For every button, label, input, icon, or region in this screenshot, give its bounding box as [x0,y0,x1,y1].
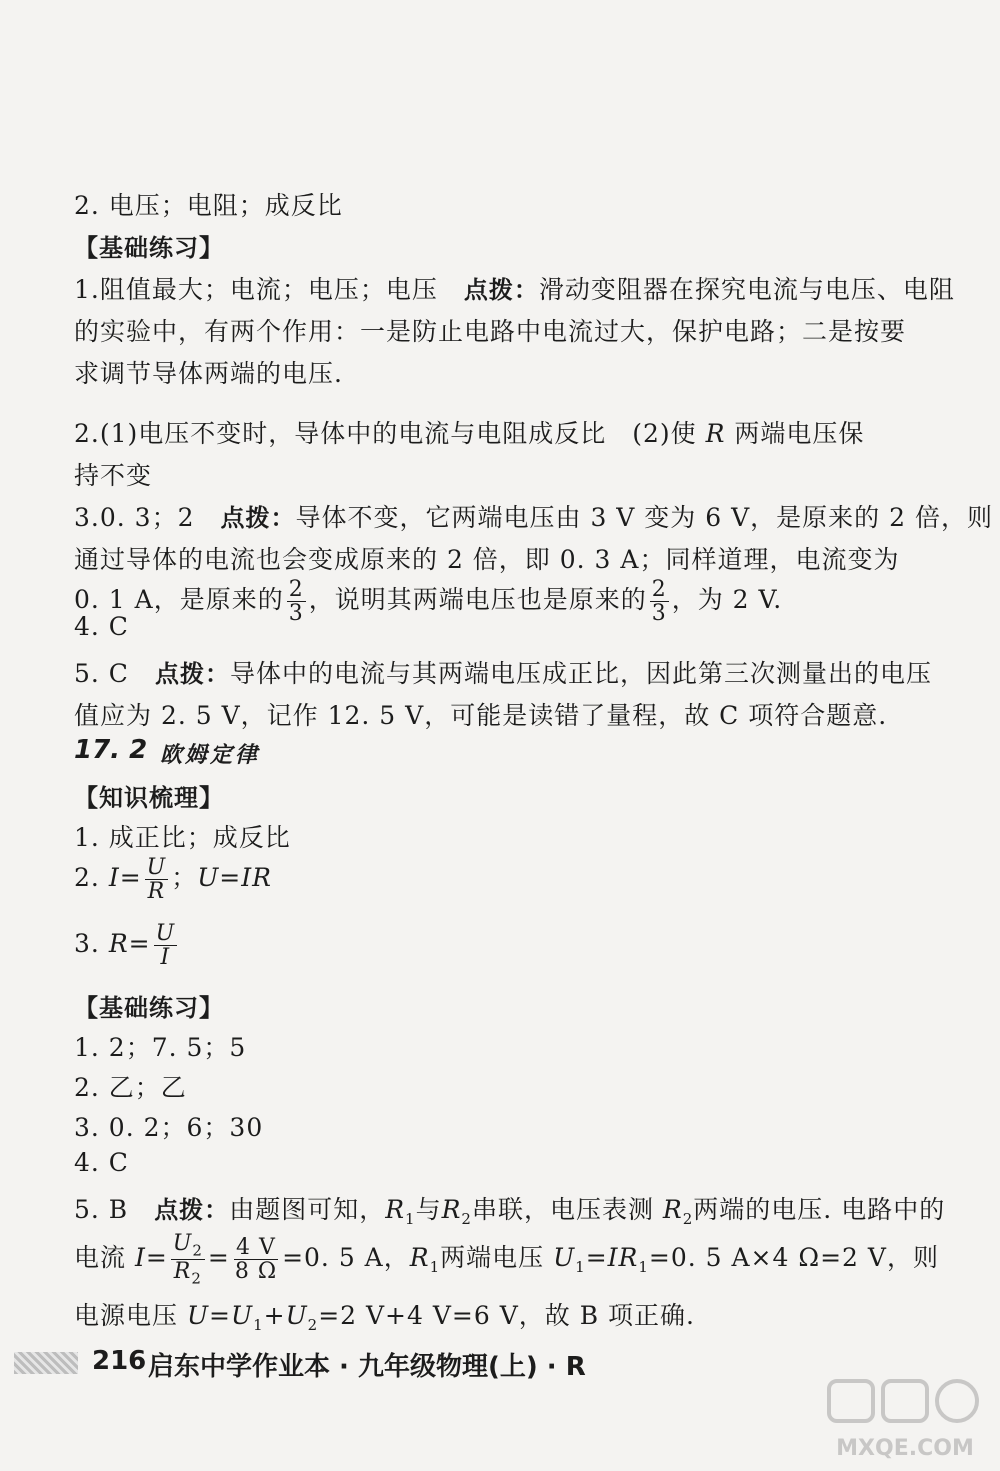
hint-label: 点拨： [463,276,539,304]
answer-line: 1. 2；7. 5；5 [74,1033,247,1062]
answer-q2-line2: 持不变 [74,461,153,490]
hint-label: 点拨： [154,1196,230,1224]
watermark-text: MXQE.COM [836,1436,974,1461]
page-number: 216 [92,1346,147,1376]
watermark-logo-icon [825,1375,985,1465]
hint-label: 点拨： [220,504,296,532]
footer-decoration [14,1352,78,1374]
answer-q5b-line2: 电流 I= $\frac{U_2}{R_2}$ = $\frac{4 V}{8 \Omega}$ =0. 5 A，$R_1$两端电压 $U_1=IR_1=0$. 5 A×4 Ω=2 V，则 [74,1231,939,1288]
fraction: $\frac{U_2}{R_2}$ [172,1231,203,1288]
answer-line: 3. 0. 2；6；30 [74,1113,264,1142]
answer-q1-line3: 求调节导体两端的电压. [74,359,343,388]
knowledge-line2: 2. I= $\frac{U}{R}$ ；U=IR [74,855,272,905]
answer-q4: 4. C [74,612,129,641]
answer-line: 4. C [74,1148,129,1177]
knowledge-line1: 1. 成正比；成反比 [74,823,291,852]
answer-q2-line1: 2.(1)电压不变时，导体中的电流与电阻成反比 (2)使 R 两端电压保 [74,419,865,448]
fraction: $\frac{4 V}{8 \Omega}$ [234,1235,278,1285]
fraction: $\frac{U}{I}$ [155,921,176,971]
section-number: 17. 2 [74,735,148,765]
section-header: 【基础练习】 [74,994,224,1022]
answer-q5b-line3: 电源电压 $U=U_1+U_2=2$ V+4 V=6 V，故 B 项正确. [74,1301,695,1334]
section-header: 【基础练习】 [74,234,224,262]
answer-q5-line1: 5. C 点拨：导体中的电流与其两端电压成正比，因此第三次测量出的电压 [74,659,932,688]
answer-q3-line2: 通过导体的电流也会变成原来的 2 倍，即 0. 3 A；同样道理，电流变为 [74,545,900,574]
section-header: 【知识梳理】 [74,784,224,812]
answer-q3-line1: 3.0. 3；2 点拨：导体不变，它两端电压由 3 V 变为 6 V，是原来的 2 倍，则 [74,503,993,532]
hint-label: 点拨： [154,660,230,688]
book-title: 启东中学作业本 · 九年级物理(上) · R [148,1352,586,1382]
knowledge-line3: 3. R= $\frac{U}{I}$ [74,921,176,971]
answer-q1-line2: 的实验中，有两个作用：一是防止电路中电流过大，保护电路；二是按要 [74,317,907,346]
fraction: $\frac{2}{3}$ [651,577,667,627]
answer-q3-line3: 0. 1 A，是原来的 $\frac{2}{3}$ ，说明其两端电压也是原来的 $\frac{2}{3}$ ，为 2 V. [74,577,783,627]
answer-q5b-line1: 5. B 点拨：由题图可知，$R_1$与$R_2$串联，电压表测 $R_2$两端的电压. 电路中的 [74,1195,946,1228]
answer-q1-line1: 1.阻值最大；电流；电压；电压 点拨：滑动变阻器在探究电流与电压、电阻 [74,275,955,304]
fraction: $\frac{U}{R}$ [146,855,167,905]
answer-q5-line2: 值应为 2. 5 V，记作 12. 5 V，可能是读错了量程，故 C 项符合题意. [74,701,888,730]
answer-line: 2. 电压；电阻；成反比 [74,191,343,220]
answer-line: 2. 乙；乙 [74,1073,187,1102]
fraction: $\frac{2}{3}$ [288,577,304,627]
section-title: 欧姆定律 [160,742,261,768]
